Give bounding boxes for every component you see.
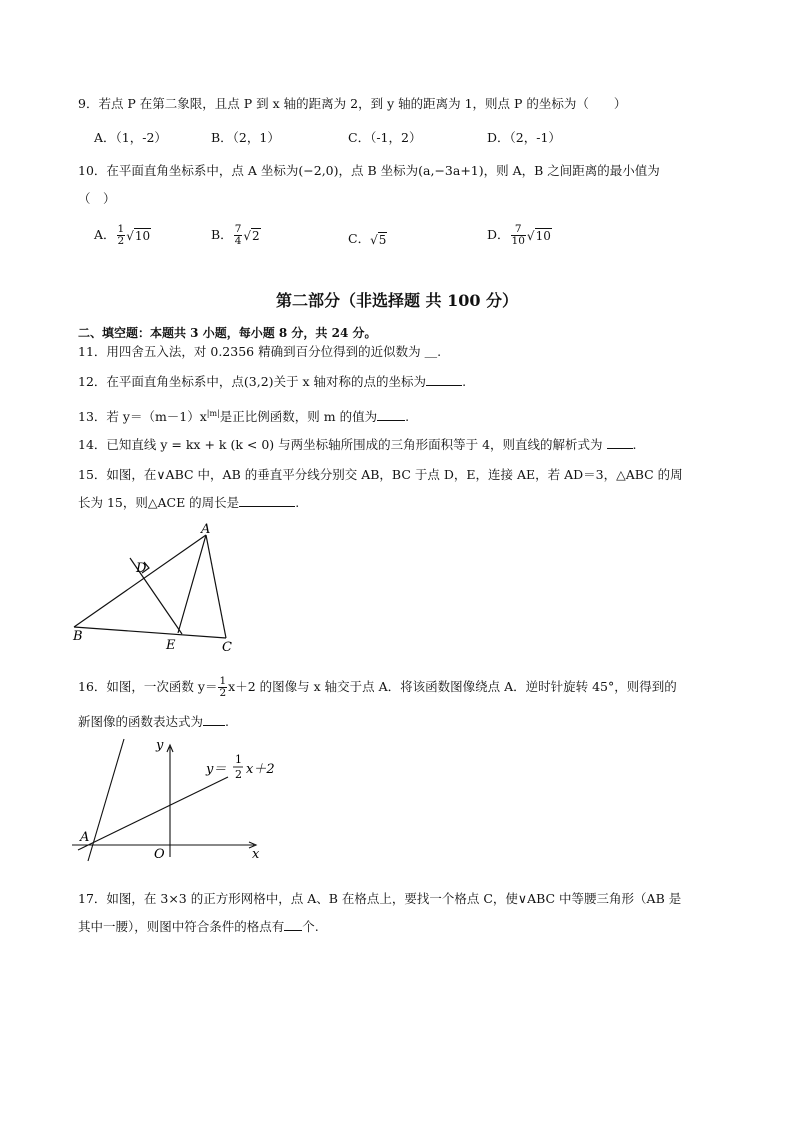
q10-option-b: B． $\frac{7}{4}$ √2 xyxy=(211,223,260,247)
question-16-line-2: 新图像的函数表达式为 . xyxy=(78,714,229,729)
label-d: D xyxy=(136,561,147,576)
segment-ae xyxy=(178,535,206,633)
q9-option-a: A．（1，-2） xyxy=(94,130,167,145)
segment-ac xyxy=(206,535,226,638)
question-11-text: 11．用四舍五入法，对 0.2356 精确到百分位得到的近似数为 ＿. xyxy=(78,344,442,359)
q15-triangle-figure xyxy=(60,515,260,660)
equation-num: 1 xyxy=(235,753,242,766)
segment-bc xyxy=(74,627,226,638)
equation-den: 2 xyxy=(235,768,242,781)
y-axis-label: y xyxy=(156,738,164,753)
label-c: C xyxy=(222,640,232,655)
q10-option-a: A． $\frac{1}{2}$ √10 xyxy=(94,223,151,247)
question-17-line-1: 17．如图，在 3×3 的正方形网格中，点 A、B 在格点上，要找一个格点 C，使∨ABC 中等腰三角形（AB 是 xyxy=(78,891,682,906)
point-a-label: A xyxy=(80,830,90,845)
question-17-line-2: 其中一腰），则图中符合条件的格点有 个. xyxy=(78,919,319,934)
question-10-text: 10．在平面直角坐标系中，点 A 坐标为(−2,0)，点 B 坐标为(a,−3a+1)，则 A，B 之间距离的最小值为 xyxy=(78,163,660,178)
q9-option-d: D．（2，-1） xyxy=(487,130,561,145)
q10-option-c: C．√5 xyxy=(348,231,387,247)
part-2-title: 第二部分（非选择题 共 100 分） xyxy=(275,291,519,310)
q16-graph-figure xyxy=(66,737,276,862)
equation-y: y＝ xyxy=(206,762,227,777)
x-axis-label: x xyxy=(252,847,260,862)
question-16-line-1: 16．如图，一次函数 y＝ $\frac{1}{2}$ x＋2 的图像与 x 轴交于点 A．将该函数图像绕点 A．逆时针旋转 45°，则得到的 xyxy=(78,675,677,699)
question-15-line-2: 长为 15，则△ACE 的周长是 . xyxy=(78,495,300,510)
question-15-line-1: 15．如图，在∨ABC 中，AB 的垂直平分线分别交 AB，BC 于点 D，E，连接 AE，若 AD＝3，△ABC 的周 xyxy=(78,467,683,482)
question-9-text: 9．若点 P 在第二象限，且点 P 到 x 轴的距离为 2，到 y 轴的距离为 1，则点 P 的坐标为（ ） xyxy=(78,96,627,111)
q10-option-d: D． $\frac{7}{10}$ √10 xyxy=(487,223,551,247)
equation-rest: x＋2 xyxy=(246,762,275,777)
question-14-text: 14．已知直线 y = kx + k (k < 0) 与两坐标轴所围成的三角形面积等于 4，则直线的解析式为 . xyxy=(78,437,637,452)
label-a: A xyxy=(201,522,211,537)
line-y-half-x-plus-2 xyxy=(78,777,228,850)
question-12-text: 12．在平面直角坐标系中，点(3,2)关于 x 轴对称的点的坐标为 . xyxy=(78,374,467,389)
fill-in-section-header: 二、填空题：本题共 3 小题，每小题 8 分，共 24 分。 xyxy=(78,326,377,340)
label-b: B xyxy=(73,629,83,644)
origin-label: O xyxy=(154,847,165,862)
q9-option-b: B．（2，1） xyxy=(211,130,280,145)
question-13-text: 13．若 $y=(m-1)x^{|m|}$是正比例函数，则 m 的值为 . xyxy=(78,409,410,425)
segment-ab xyxy=(74,535,206,627)
label-e: E xyxy=(166,638,176,653)
rotated-line xyxy=(88,739,124,861)
q9-option-c: C．（-1，2） xyxy=(348,130,422,145)
question-10-paren: （ ） xyxy=(78,191,116,206)
